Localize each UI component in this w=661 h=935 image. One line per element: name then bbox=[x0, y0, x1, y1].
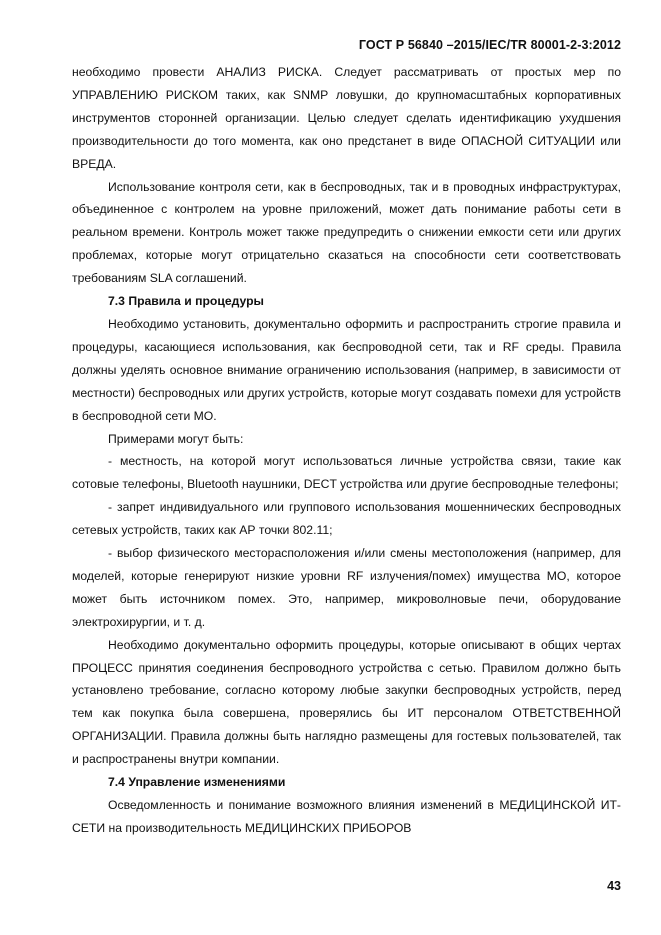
section-heading-7-4: 7.4 Управление изменениями bbox=[108, 775, 286, 790]
document-header: ГОСТ Р 56840 –2015/IEC/TR 80001-2-3:2012 bbox=[358, 38, 621, 52]
list-item-location: - выбор физического месторасположения и/или смены местоположения (например, для моделей, которые генерируют низкие уровни RF излучения/помех) имущества МО, которое может быть источником помех. Это, например, микроволновые печи, оборудование электрохирургии, и т. д. bbox=[72, 546, 621, 629]
document-body bbox=[72, 61, 621, 840]
section-heading-7-3: 7.3 Правила и процедуры bbox=[108, 294, 264, 309]
paragraph-change-management: Осведомленность и понимание возможного влияния изменений в МЕДИЦИНСКОЙ ИТ-СЕТИ на производительность МЕДИЦИНСКИХ ПРИБОРОВ bbox=[72, 798, 621, 835]
list-item-rogue-devices: - запрет индивидуального или группового использования мошеннических беспроводных сетевых устройств, таких как АР точки 802.11; bbox=[72, 500, 621, 538]
list-item-personal-devices: - местность, на которой могут использоваться личные устройства связи, такие как сотовые телефоны, Bluetooth наушники, DECT устройства или другие беспроводные телефоны; bbox=[72, 454, 621, 492]
paragraph-procedures: Необходимо документально оформить процедуры, которые описывают в общих чертах ПРОЦЕСС принятия соединения беспроводного устройства с сетью. Правилом должно быть установлено требование, согласно которому любые закупки беспроводных устройств, перед тем как покупка была совершена, проверялись бы ИТ персоналом ОТВЕТСТВЕННОЙ ОРГАНИЗАЦИИ. Правила должны быть наглядно размещены для гостевых пользователей, так и распространены внутри компании. bbox=[72, 637, 621, 767]
paragraph-rules: Необходимо установить, документально оформить и распространить строгие правила и процедуры, касающиеся использования, как беспроводной сети, так и RF среды. Правила должны уделять основное внимание ограничению использования (например, в зависимости от местности) беспроводных или других устройств, которые могут создавать помехи для устройств в беспроводной сети МО. bbox=[72, 316, 621, 423]
page-number: 43 bbox=[607, 879, 621, 893]
paragraph-network-monitoring: Использование контроля сети, как в беспроводных, так и в проводных инфраструктурах, объединенное с контролем на уровне приложений, может дать понимание работы сети в реальном времени. Контроль может также предупредить о снижении емкости сети или других проблемах, которые могут отрицательно сказаться на способности сети соответствовать требованиям SLA соглашений. bbox=[72, 179, 621, 286]
paragraph-examples-intro: Примерами могут быть: bbox=[108, 431, 244, 446]
paragraph-risk-analysis: необходимо провести АНАЛИЗ РИСКА. Следует рассматривать от простых мер по УПРАВЛЕНИЮ РИСКОМ таких, как SNMP ловушки, до крупномасштабных корпоративных инструментов сторонней организации. Целью следует сделать идентификацию ухудшения производительности до того момента, как оно предстанет в виде ОПАСНОЙ СИТУАЦИИ или ВРЕДА. bbox=[72, 65, 621, 171]
